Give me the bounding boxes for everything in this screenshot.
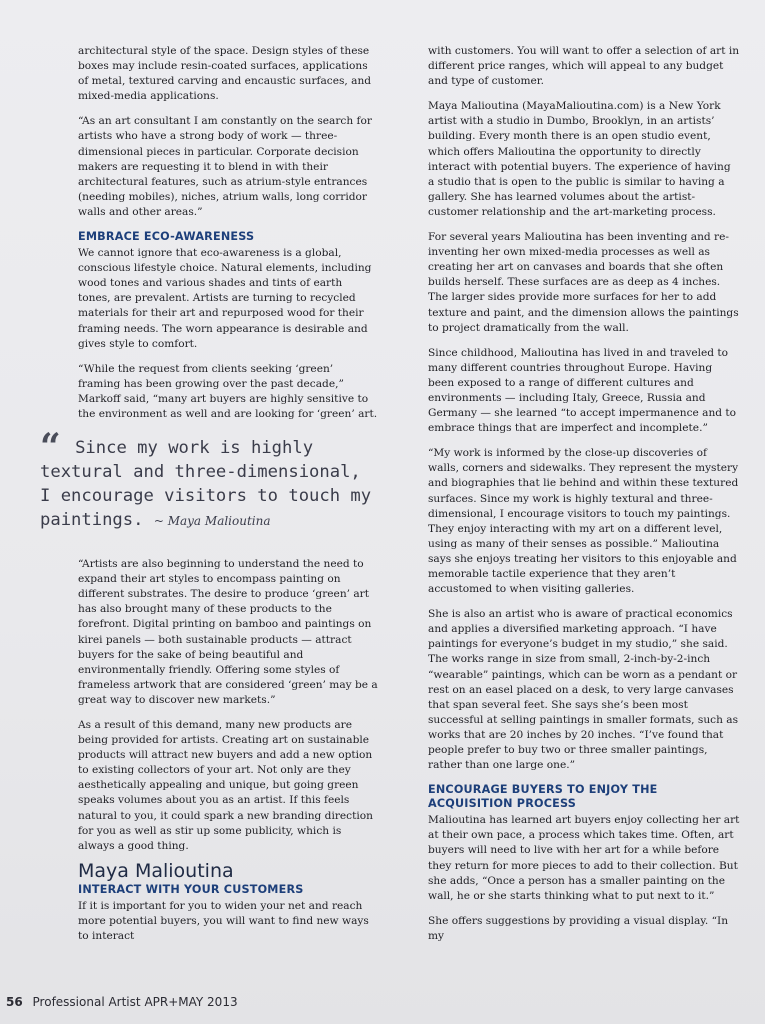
right-paragraph-1: with customers. You will want to offer a selection of art in different price ranges, which will appeal to any budget and type of customer. bbox=[428, 45, 740, 88]
heading-embrace-eco-awareness: EMBRACE ECO-AWARENESS bbox=[78, 230, 255, 244]
page-footer bbox=[6, 995, 238, 1009]
page-number: 56 bbox=[6, 995, 23, 1009]
heading-interact-with-customers: INTERACT WITH YOUR CUSTOMERS bbox=[78, 882, 304, 896]
left-paragraph-7: If it is important for you to widen your net and reach more potential buyers, you will want to find new ways to interact bbox=[78, 899, 369, 943]
right-paragraph-3: For several years Malioutina has been inventing and re-inventing her own mixed-media processes as well as creating her art on canvases and boards that she often builds herself. These surfaces are as deep as 4 inches. The larger sides provide more surfaces for her to add texture and paint, and the dimension allows the paintings to project dramatically from the wall. bbox=[428, 231, 739, 334]
left-paragraph-2: “As an art consultant I am constantly on the search for artists who have a strong body of work — three-dimensional pieces in particular. Corporate decision makers are requesting it to blend in with their architectural features, such as atrium-style entrances (needing mobiles), niches, atrium walls, long corridor walls and other areas.” bbox=[78, 115, 372, 218]
right-column bbox=[428, 44, 740, 954]
right-paragraph-6: She is also an artist who is aware of practical economics and applies a diversified marketing approach. “I have paintings for everyone’s budget in my studio,” she said. The works range in size from small, 2-inch-by-2-inch “wearable” paintings, which can be worn as a pendant or rest on an easel placed on a desk, to very large canvases that span several feet. She says she’s been most successful at selling paintings in smaller formats, such as works that are 20 inches by 20 inches. “I’ve found that people prefer to buy two or three smaller paintings, rather than one large one.” bbox=[428, 608, 739, 772]
left-paragraph-4: “While the request from clients seeking ‘green’ framing has been growing over the past decade,” Markoff said, “many art buyers are highly sensitive to the environment as well and are looking for ‘green’ art. bbox=[78, 362, 378, 420]
quote-mark-icon: “ bbox=[40, 426, 61, 469]
pull-quote bbox=[40, 426, 380, 533]
right-paragraph-4: Since childhood, Malioutina has lived in and traveled to many different countries throughout Europe. Having been exposed to a range of different cultures and environments — including Italy, Greece, Russia and Germany — she learned “to accept impermanence and to embrace things that are imperfect and incomplete.” bbox=[428, 346, 737, 435]
pull-quote-text: Since my work is highly textural and three-dimensional, I encourage visitors to touch my paintings. bbox=[40, 438, 372, 531]
publication-name: Professional Artist bbox=[32, 995, 141, 1009]
pull-quote-attribution: ~ Maya Malioutina bbox=[153, 514, 271, 529]
left-paragraph-5: “Artists are also beginning to understand the need to expand their art styles to encompass painting on different substrates. The desire to produce ‘green’ art has also brought many of these products to the forefront. Digital printing on bamboo and paintings on kirei panels — both sustainable products — attract buyers for the sake of being beautiful and environmentally friendly. Offering some styles of frameless artwork that are considered ‘green’ may be a great way to discover new markets.” bbox=[78, 558, 378, 706]
right-paragraph-5: “My work is informed by the close-up discoveries of walls, corners and sidewalks. They represent the mystery and biographies that lie behind and within these textured surfaces. Since my work is highly textural and three-dimensional, I encourage visitors to touch my paintings. They enjoy interacting with my art on a different level, using as many of their senses as possible.” Malioutina says she enjoys treating her visitors to this enjoyable and memorable tactile experience that they aren’t accustomed to when visiting galleries. bbox=[428, 447, 739, 596]
heading-encourage-buyers: ENCOURAGE BUYERS TO ENJOY THE ACQUISITION PROCESS bbox=[428, 783, 658, 811]
right-paragraph-8: She offers suggestions by providing a visual display. “In my bbox=[428, 914, 729, 942]
artist-name-heading: Maya Malioutina bbox=[78, 859, 234, 882]
left-column bbox=[40, 44, 378, 954]
right-paragraph-2: Maya Malioutina (MayaMalioutina.com) is a New York artist with a studio in Dumbo, Brooklyn, in an artists’ building. Every month there is an open studio event, which offers Malioutina the opportunity to directly interact with potential buyers. The experience of having a studio that is open to the public is similar to having a gallery. She has learned volumes about the artist-customer relationship and the art-marketing process. bbox=[428, 100, 731, 218]
right-paragraph-7: Malioutina has learned art buyers enjoy collecting her art at their own pace, a process which takes time. Often, art buyers will need to live with her art for a while before they return for more pieces to add to their collection. But she adds, “Once a person has a smaller painting on the wall, he or she starts thinking what to put next to it.” bbox=[428, 814, 740, 902]
left-paragraph-6: As a result of this demand, many new products are being provided for artists. Creating art on sustainable products will attract new buyers and add a new option to existing collectors of your art. Not only are they aesthetically appealing and unique, but going green speaks volumes about you as an artist. If this feels natural to you, it could spark a new branding direction for you as well as stir up some publicity, which is always a good thing. bbox=[78, 719, 373, 852]
left-paragraph-3: We cannot ignore that eco-awareness is a global, conscious lifestyle choice. Natural elements, including wood tones and various shades and tints of earth tones, are prevalent. Artists are turning to recycled materials for their art and repurposed wood for their framing needs. The worn appearance is desirable and gives style to comfort. bbox=[78, 247, 372, 350]
left-paragraph-1: architectural style of the space. Design styles of these boxes may include resin-coated surfaces, applications of metal, textured carving and encaustic surfaces, and mixed-media applications. bbox=[78, 45, 372, 103]
issue-date: APR+MAY 2013 bbox=[144, 995, 238, 1009]
